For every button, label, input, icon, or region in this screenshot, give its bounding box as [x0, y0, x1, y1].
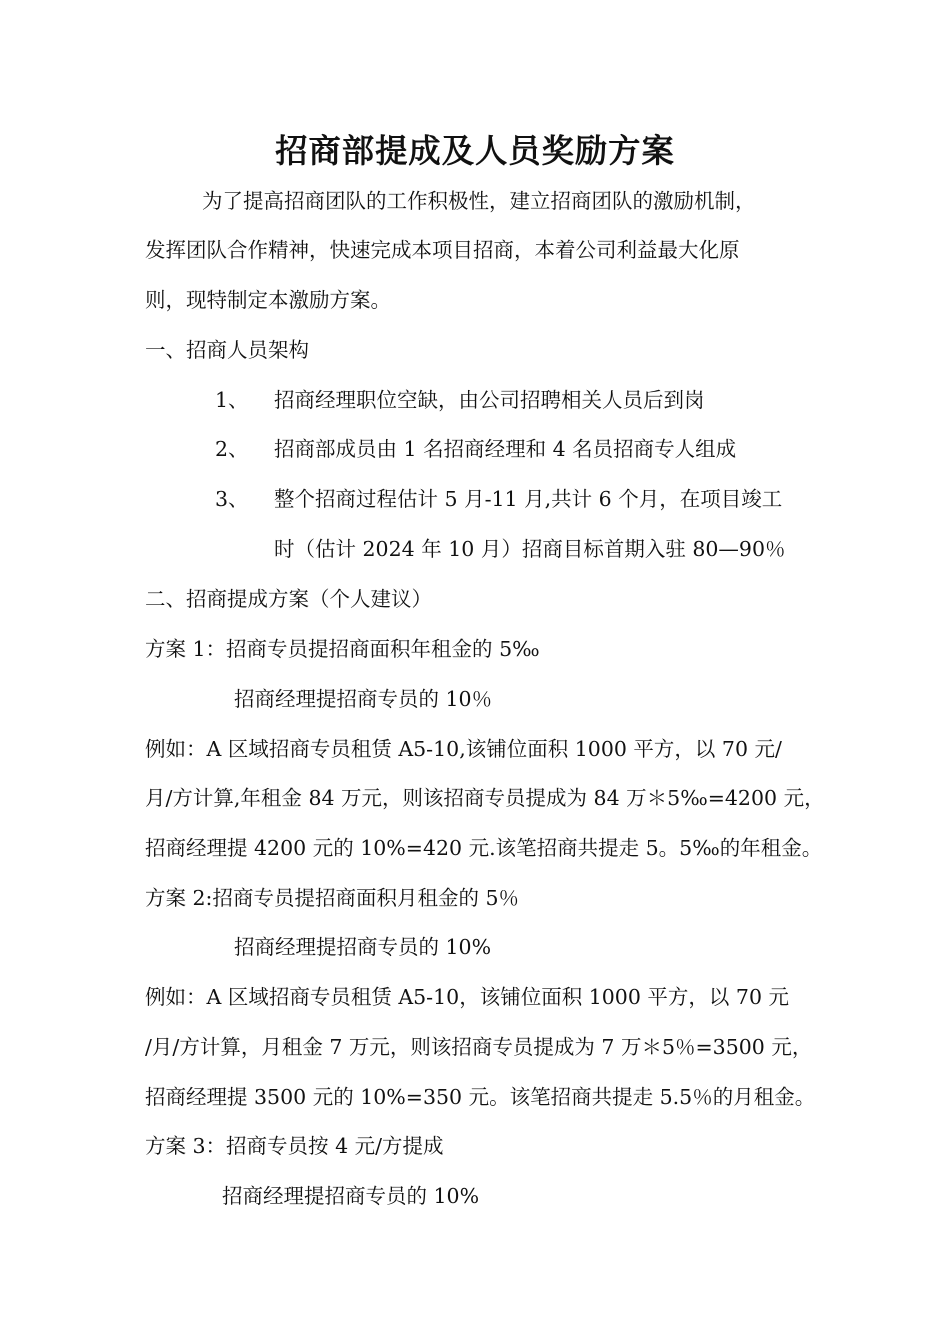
plan-3-line-1: 方案 3：招商专员按 4 元/方提成: [145, 1134, 444, 1158]
plan-1-example-line-1: 例如：A 区域招商专员租赁 A5-10,该铺位面积 1000 平方，以 70 元/: [145, 737, 782, 761]
intro-line-3: 则，现特制定本激励方案。: [145, 288, 391, 312]
document-title: 招商部提成及人员奖励方案: [275, 132, 675, 170]
plan-2-line-1: 方案 2:招商专员提招商面积月租金的 5％: [145, 886, 520, 910]
intro-line-1: 为了提高招商团队的工作积极性，建立招商团队的激励机制，: [202, 189, 756, 213]
plan-2-example-line-3: 招商经理提 3500 元的 10%=350 元。该笔招商共提走 5.5％的月租金。: [145, 1085, 816, 1109]
plan-3-line-2: 招商经理提招商专员的 10%: [222, 1184, 480, 1208]
plan-1-line-2: 招商经理提招商专员的 10％: [234, 687, 493, 711]
list-item-2-text: 招商部成员由 1 名招商经理和 4 名员招商专人组成: [274, 437, 737, 461]
list-item-3-text-line-2: 时（估计 2024 年 10 月）招商目标首期入驻 80—90％: [274, 537, 786, 561]
list-item-2-number: 2、: [215, 437, 249, 461]
section-2-heading: 二、招商提成方案（个人建议）: [145, 587, 432, 611]
list-item-1-text: 招商经理职位空缺，由公司招聘相关人员后到岗: [274, 388, 705, 412]
plan-2-example-line-1: 例如：A 区域招商专员租赁 A5-10，该铺位面积 1000 平方，以 70 元: [145, 985, 790, 1009]
section-1-heading: 一、招商人员架构: [145, 338, 309, 362]
plan-1-line-1: 方案 1：招商专员提招商面积年租金的 5‰: [145, 637, 540, 661]
list-item-1-number: 1、: [215, 388, 249, 412]
plan-1-example-line-3: 招商经理提 4200 元的 10%=420 元.该笔招商共提走 5。5‰的年租金。: [145, 836, 823, 860]
list-item-3-text-line-1: 整个招商过程估计 5 月-11 月,共计 6 个月，在项目竣工: [274, 487, 783, 511]
plan-1-example-line-2: 月/方计算,年租金 84 万元，则该招商专员提成为 84 万＊5‰=4200 元，: [145, 786, 825, 810]
intro-line-2: 发挥团队合作精神，快速完成本项目招商，本着公司利益最大化原: [145, 238, 740, 262]
list-item-3-number: 3、: [215, 487, 249, 511]
plan-2-example-line-2: /月/方计算，月租金 7 万元，则该招商专员提成为 7 万＊5％=3500 元，: [145, 1035, 813, 1059]
plan-2-line-2: 招商经理提招商专员的 10%: [234, 935, 492, 959]
